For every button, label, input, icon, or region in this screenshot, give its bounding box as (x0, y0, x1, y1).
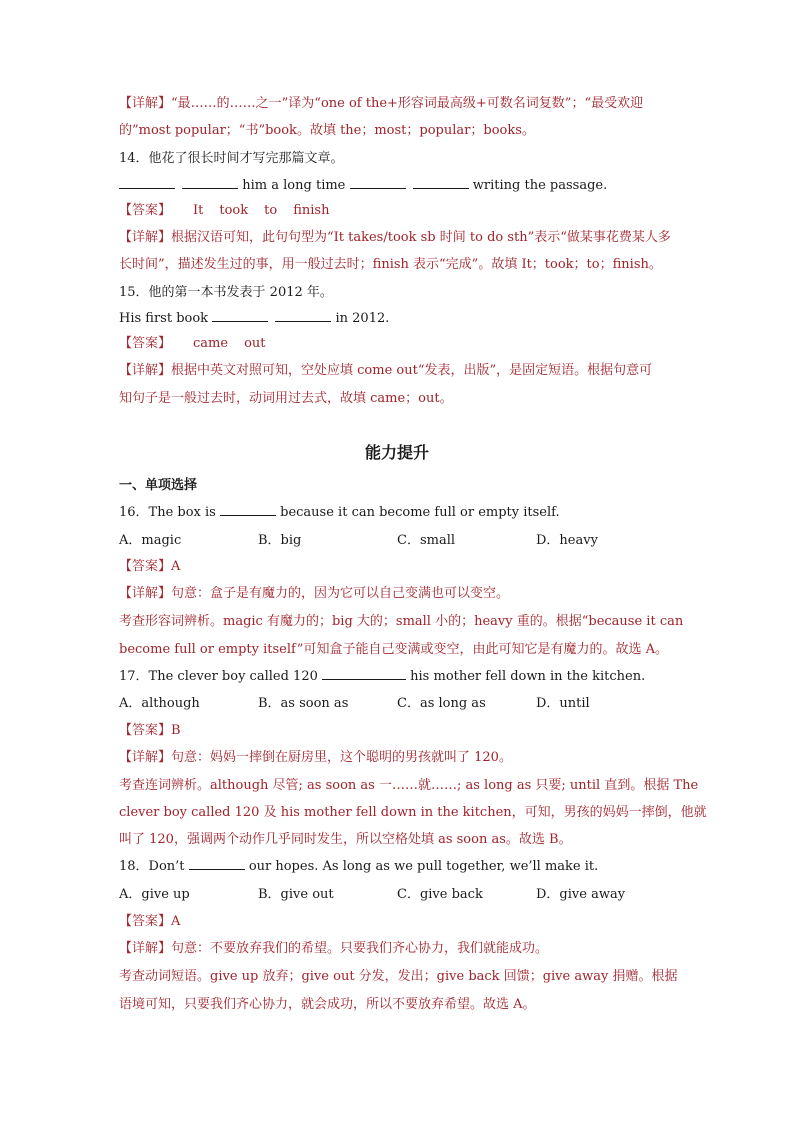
q17-detail-line-4: 叫了 120，强调两个动作几乎同时发生，所以空格处填 as soon as。故选 B。 (119, 832, 572, 847)
option-c: C．small (397, 533, 456, 548)
blank (220, 503, 276, 516)
q14-stem: 14．他花了很长时间才写完那篇文章。 (119, 151, 344, 166)
option-d: D．until (536, 696, 590, 711)
blank (322, 667, 406, 680)
option-b: B．give out (258, 887, 334, 902)
q17-options (119, 694, 684, 714)
q18-answer: 【答案】A (119, 914, 181, 929)
q14-answer: 【答案】 It took to finish (119, 203, 330, 218)
option-c: C．give back (397, 887, 483, 902)
q18-detail-line-2: 考查动词短语。give up 放弃；give out 分发，发出；give back 回馈；give away 捐赠。根据 (119, 969, 678, 984)
q15-detail-line-2: 知句子是一般过去时，动词用过去式，故填 came；out。 (119, 391, 453, 406)
option-a: A．although (119, 696, 200, 711)
option-b: B．as soon as (258, 696, 349, 711)
q16-detail-line-1: 【详解】句意：盒子是有魔力的，因为它可以自己变满也可以变空。 (119, 586, 510, 601)
q17-detail-line-1: 【详解】句意：妈妈一摔倒在厨房里，这个聪明的男孩就叫了 120。 (119, 750, 512, 765)
q15-stem: 15．他的第一本书发表于 2012 年。 (119, 285, 333, 300)
option-b: B．big (258, 533, 302, 548)
q17-stem: 17．The clever boy called 120 his mother fell down in the kitchen. (119, 669, 646, 684)
section-title: 一、单项选择 (119, 478, 198, 493)
blank (413, 176, 469, 189)
blank (212, 309, 268, 322)
q16-detail-line-3: become full or empty itself”可知盒子能自己变满或变空，由此可知它是有魔力的。故选 A。 (119, 642, 668, 657)
q17-detail-line-2: 考查连词辨析。although 尽管; as soon as 一……就……; as long as 只要; until 直到。根据 The (119, 778, 699, 793)
q14-sentence: him a long time writing the passage. (119, 176, 684, 196)
q18-detail-line-1: 【详解】句意：不要放弃我们的希望。只要我们齐心协力，我们就能成功。 (119, 941, 549, 956)
q14-detail-line-1: 【详解】根据汉语可知，此句句型为“It takes/took sb 时间 to do sth”表示“做某事花费某人多 (119, 230, 671, 245)
option-d: D．give away (536, 887, 626, 902)
q15-sentence: His first book in 2012. (119, 311, 390, 326)
q18-detail-line-3: 语境可知，只要我们齐心协力，就会成功，所以不要放弃希望。故选 A。 (119, 997, 536, 1012)
q18-stem: 18．Don’t our hopes. As long as we pull together, we’ll make it. (119, 859, 599, 874)
blank (275, 309, 331, 322)
q18-options (119, 885, 684, 905)
q16-answer: 【答案】A (119, 559, 181, 574)
blank (350, 176, 406, 189)
q15-detail-line-1: 【详解】根据中英文对照可知，空处应填 come out“发表，出版”，是固定短语。根据句意可 (119, 363, 653, 378)
option-c: C．as long as (397, 696, 486, 711)
blank (189, 857, 245, 870)
q13-detail-line-1: 【详解】“最……的……之一”译为“one of the+形容词最高级+可数名词复数”；“最受欢迎 (119, 96, 644, 111)
option-a: A．give up (119, 887, 190, 902)
blank (119, 176, 175, 189)
q13-detail-line-2: 的”most popular；“书”book。故填 the；most；popular；books。 (119, 123, 535, 138)
q16-stem: 16．The box is because it can become full or empty itself. (119, 505, 560, 520)
option-d: D．heavy (536, 533, 598, 548)
section-heading: 能力提升 (364, 443, 429, 462)
q17-answer: 【答案】B (119, 723, 181, 738)
q15-answer: 【答案】 came out (119, 336, 266, 351)
q14-detail-line-2: 长时间”，描述发生过的事，用一般过去时；finish 表示“完成”。故填 It；took；to；finish。 (119, 257, 662, 272)
q17-detail-line-3: clever boy called 120 及 his mother fell down in the kitchen，可知，男孩的妈妈一摔倒，他就 (119, 805, 707, 820)
q16-detail-line-2: 考查形容词辨析。magic 有魔力的；big 大的；small 小的；heavy 重的。根据“because it can (119, 614, 684, 629)
blank (182, 176, 238, 189)
q16-options (119, 531, 684, 551)
option-a: A．magic (119, 533, 182, 548)
